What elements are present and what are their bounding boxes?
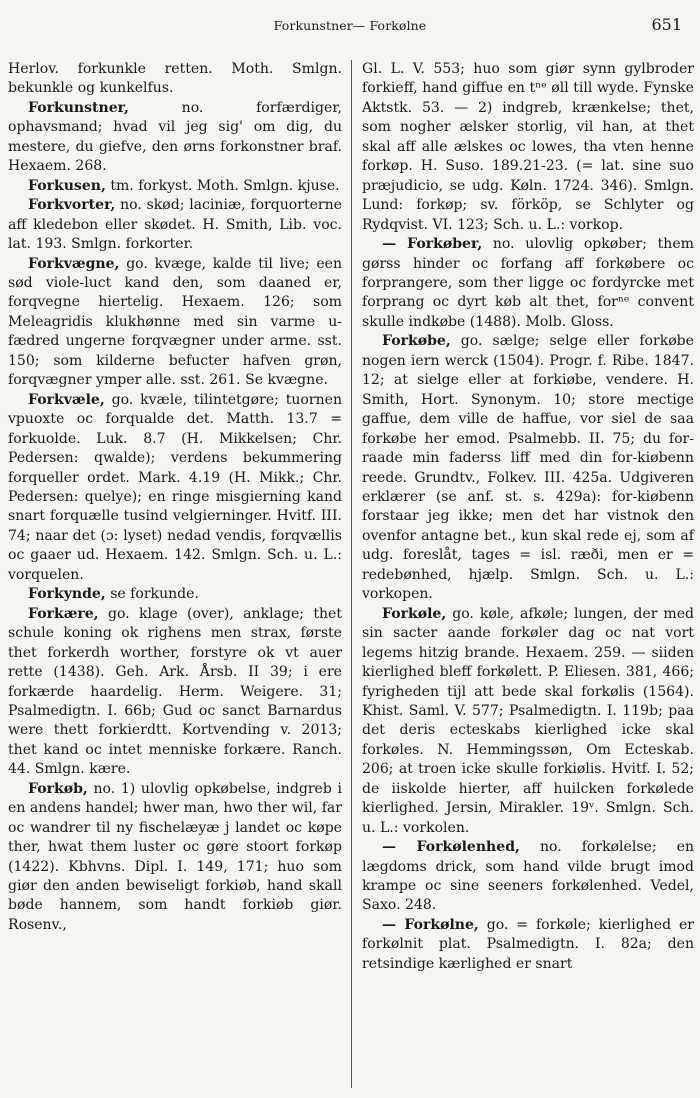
entry-text: go. = forkøle; kierlighed er forkølnit plat. Psalmedigtn. I. 82a; den retsindige kærlighed er snart [362, 916, 695, 972]
entry [8, 585, 342, 604]
right-column [362, 60, 694, 1090]
headword: — Forkølenhed, [382, 839, 520, 856]
headword: Forkvorter, [28, 197, 116, 214]
entry [8, 60, 342, 99]
headword: Forkære, [28, 605, 99, 622]
entry-text: Gl. L. V. 553; huo som giør synn gylbroder forkieff, hand giffue en tⁿᵉ øll till wyde. Fynske Aktstk. 53. — 2) indgreb, krænkelse; thet, som nogher ælsker storlig, vil han, at thet skal aff alle ælskes oc lowes, tha vten henne forkøp. H. Suso. 189.21-23. (= lat. sine suo præjudicio, se udg. Køln. 1724. 346). Smlgn. Lund: forkøp; sv. förköp, se Schlyter og Rydqvist. VI. 123; Sch. u. L.: vorkop. [362, 61, 694, 233]
entry-text: go. sælge; selge eller forkøbe nogen iern werck (1504). Progr. f. Ribe. 1847. 12; at sielge eller at forkiøbe, vendere. H. Smith, Hort. Synonym. 10; store mectige gaffue, dem ville de haffue, vor siel de saa forkøbe her emod. Psalmebb. II. 75; du for-raade min faderss liff med din for-kiøbenn reede. Grundtv., Folkev. III. 425a. Udgiveren erklærer (se anf. st. s. 429a): for-kiøbenn forstaar jeg ikke; men det har vistnok den ovenfor antagne bet., kun skal rede ej, som af udg. foreslåt, tages = isl. ræði, men er = redebønhed, hjælp. Smlgn. Sch. u. L.: vorkopen. [362, 333, 694, 603]
column-divider [351, 60, 352, 1088]
entry-text: go. køle, afkøle; lungen, der med sin sacter aande forkøler dag oc nat vort legems hitzig brande. Hexaem. 259. — siiden kierlighed bleff forkølett. P. Eliesen. 381, 466; fyrigheden tijl att bede skal forkølis (1564). Khist. Saml. V. 577; Psalmedigtn. I. 119b; paa det deris ecteskabs kierlighed icke skal forkøles. N. Hemmingssøn, Om Ecteskab. 206; at troen icke skulle forkiølis. Hvitf. I. 52; de iiskolde hierter, aff huilcken forkølede kierlighed. Jersin, Mirakler. 19ᵛ. Smlgn. Sch. u. L.: vorkolen. [362, 605, 694, 836]
headword: Forkøb, [28, 780, 88, 797]
headword: Forkvæle, [28, 391, 105, 408]
headword: Forkvægne, [28, 255, 120, 272]
headword: Forkøle, [382, 605, 447, 622]
entry [8, 196, 342, 254]
page-number: 651 [651, 15, 682, 34]
entry-text: Herlov. forkunkle retten. Moth. Smlgn. bekunkle og kunkelfus. [8, 61, 342, 97]
entry [8, 391, 342, 586]
entry [362, 916, 694, 974]
entry [8, 780, 342, 936]
entry-text: se forkunde. [105, 586, 199, 603]
headword: Forkøbe, [382, 333, 451, 350]
entry [362, 60, 694, 235]
entry-text: no. skød; laciniæ, forquorterne aff kledebon eller skødet. H. Smith, Lib. voc. lat. 193. Smlgn. forkorter. [8, 197, 342, 253]
entry-text: no. forfærdiger, ophavsmand; hvad vil jeg sig' om dig, du mestere, du giefve, den ørns forkonstner braf. Hexaem. 268. [8, 99, 342, 175]
entry [362, 838, 694, 916]
entry-text: no. 1) ulovlig opkøbelse, indgreb i en andens handel; hwer man, hwo ther wil, far oc wandrer til ny fischelæyæ j landet oc køpe ther, hwat them luster oc gøre stoort forkøp (1422). Kbhvns. Dipl. I. 149, 171; huo som giør den anden bewiseligt forkiøb, hand skall bøde hannem, som handt forkiøb giør. Rosenv., [8, 780, 342, 933]
entry [362, 235, 694, 332]
headword: — Forkølne, [382, 916, 479, 933]
entry-text: go. kvæge, kalde til live; een sød viole-luct kand den, som daaned er, forqvegne hiertelig. Hexaem. 126; som Meleagridis klukhønne med sin varme u-fædred ungerne forqvægner under arme. sst. 150; som kilderne befucter hafven grøn, forqvægner ymper alle. sst. 261. Se kvægne. [8, 255, 342, 389]
entry-text: tm. forkyst. Moth. Smlgn. kjuse. [105, 177, 340, 194]
left-column [8, 60, 342, 1090]
entry [362, 605, 694, 838]
headword: — Forkøber, [382, 236, 483, 253]
running-title: Forkunstner— Forkølne [273, 18, 427, 33]
entry [8, 177, 342, 196]
entry [8, 255, 342, 391]
headword: Forkynde, [28, 586, 106, 603]
entry-text: no. forkølelse; en lægdoms drick, som hand vilde brugt imod krampe oc sine seeners forkølenhed. Vedel, Saxo. 248. [362, 839, 694, 914]
page-header [0, 14, 700, 38]
entry [8, 99, 342, 177]
headword: Forkunstner, [28, 99, 129, 116]
headword: Forkusen, [28, 177, 106, 194]
entry-text: no. ulovlig opkøber; them gørss hinder oc forfang aff forkøbere oc forprangere, som ther ligge oc fordyrcke met forprang oc dyrt køb alt thet, forⁿᵉ convent skulle indkøbe (1488). Molb. Gloss. [362, 236, 694, 330]
entry-text: go. kvæle, tilintetgøre; tuornen vpuoxte oc forqualde det. Matth. 13.7 = forkuolde. Luk. 8.7 (H. Mikkelsen; Chr. Pedersen: qwalde); verdens bekummering forqueller ordet. Mark. 4.19 (H. Mikk.; Chr. Pedersen: quelye); en ringe misgierning kand snart forquælle tusind velgierninger. Hvitf. III. 74; naar det (ɔ: lyset) nedad vendis, forqvællis oc gaaer ud. Hexaem. 142. Smlgn. Sch. u. L.: vorquelen. [8, 391, 342, 583]
entry [8, 605, 342, 780]
entry-text: go. klage (over), anklage; thet schule koning ok righens men strax, første thet forkerdh worther, forstyre ok vt auer rette (1438). Geh. Ark. Årsb. II 39; i ere forkærde haardelig. Herm. Weigere. 31; Psalmedigtn. I. 66b; Gud oc sanct Barnardus were thett forkierdtt. Kortvending v. 2013; thet kand oc intet menniske forkære. Ranch. 44. Smlgn. kære. [8, 605, 342, 778]
entry [362, 332, 694, 604]
